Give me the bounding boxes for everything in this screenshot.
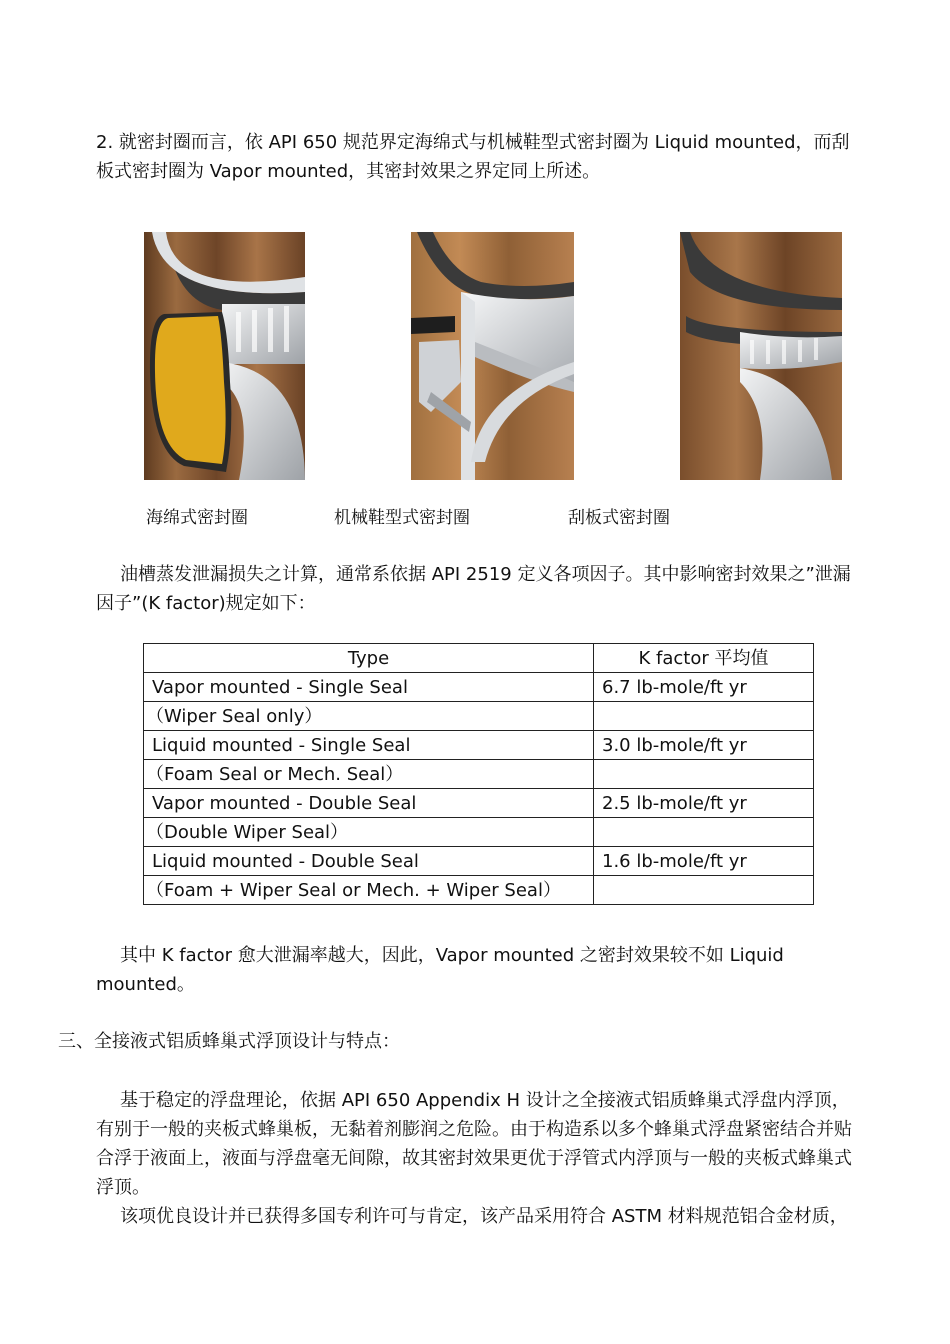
paragraph-line: 该项优良设计并已获得多国专利许可与肯定，该产品采用符合 ASTM 材料规范铝合金材质，	[120, 1206, 848, 1227]
paragraph-line: mounted。	[96, 974, 195, 995]
paragraph-seal-definition	[96, 128, 896, 186]
paragraph-line: 油槽蒸发泄漏损失之计算，通常系依据 API 2519 定义各项因子。其中影响密封效果之”泄漏	[120, 564, 851, 585]
paragraph-k-factor-conclusion	[96, 941, 896, 999]
table-header-row	[144, 644, 814, 673]
table-cell-type: Vapor mounted - Double Seal	[144, 789, 594, 818]
figure-caption-foam: 海绵式密封圈	[146, 508, 248, 528]
paragraph-k-factor-intro	[96, 560, 896, 618]
table-cell-k-factor: 6.7 lb-mole/ft yr	[594, 673, 814, 702]
table-header-k-factor: K factor 平均值	[594, 644, 814, 673]
table-cell-type: Liquid mounted - Single Seal	[144, 731, 594, 760]
table-row	[144, 789, 814, 818]
paragraph-line: 2. 就密封圈而言，依 API 650 规范界定海绵式与机械鞋型式密封圈为 Liquid mounted，而刮	[96, 132, 850, 153]
figure-caption-mechanical-shoe: 机械鞋型式密封圈	[334, 508, 470, 528]
table-cell-k-factor	[594, 702, 814, 731]
table-cell-type: （Double Wiper Seal）	[144, 818, 594, 847]
table-cell-k-factor: 1.6 lb-mole/ft yr	[594, 847, 814, 876]
wiper-seal-image	[680, 232, 842, 480]
paragraph-line: 合浮于液面上，液面与浮盘毫无间隙，故其密封效果更优于浮管式内浮顶与一般的夹板式蜂巢式	[96, 1148, 852, 1169]
table-cell-type: （Foam Seal or Mech. Seal）	[144, 760, 594, 789]
table-cell-k-factor	[594, 760, 814, 789]
mechanical-shoe-seal-image	[411, 232, 574, 480]
paragraph-line: 其中 K factor 愈大泄漏率越大，因此，Vapor mounted 之密封效果较不如 Liquid	[120, 945, 784, 966]
table-row	[144, 702, 814, 731]
table-cell-k-factor: 3.0 lb-mole/ft yr	[594, 731, 814, 760]
table-row	[144, 760, 814, 789]
table-row	[144, 731, 814, 760]
table-row	[144, 847, 814, 876]
paragraph-floating-roof-design	[96, 1086, 896, 1202]
paragraph-line: 基于稳定的浮盘理论，依据 API 650 Appendix H 设计之全接液式铝质蜂巢式浮盘内浮顶，	[120, 1090, 850, 1111]
table-cell-type: Liquid mounted - Double Seal	[144, 847, 594, 876]
paragraph-line: 浮顶。	[96, 1177, 150, 1198]
table-row	[144, 818, 814, 847]
paragraph-line: 因子”(K factor)规定如下：	[96, 593, 316, 614]
table-header-type: Type	[144, 644, 594, 673]
table-cell-type: （Wiper Seal only）	[144, 702, 594, 731]
table-cell-type: （Foam + Wiper Seal or Mech. + Wiper Seal）	[144, 876, 594, 905]
paragraph-line: 有别于一般的夹板式蜂巢板，无黏着剂膨润之危险。由于构造系以多个蜂巢式浮盘紧密结合并贴	[96, 1119, 852, 1140]
table-row	[144, 876, 814, 905]
figure-caption-wiper: 刮板式密封圈	[568, 508, 670, 528]
table-cell-type: Vapor mounted - Single Seal	[144, 673, 594, 702]
section-heading: 三、全接液式铝质蜂巢式浮顶设计与特点：	[58, 1031, 400, 1052]
foam-seal-image	[144, 232, 305, 480]
k-factor-table	[143, 643, 814, 905]
table-row	[144, 673, 814, 702]
paragraph-patent	[96, 1202, 896, 1231]
paragraph-line: 板式密封圈为 Vapor mounted，其密封效果之界定同上所述。	[96, 161, 601, 182]
table-cell-k-factor: 2.5 lb-mole/ft yr	[594, 789, 814, 818]
table-cell-k-factor	[594, 876, 814, 905]
table-cell-k-factor	[594, 818, 814, 847]
